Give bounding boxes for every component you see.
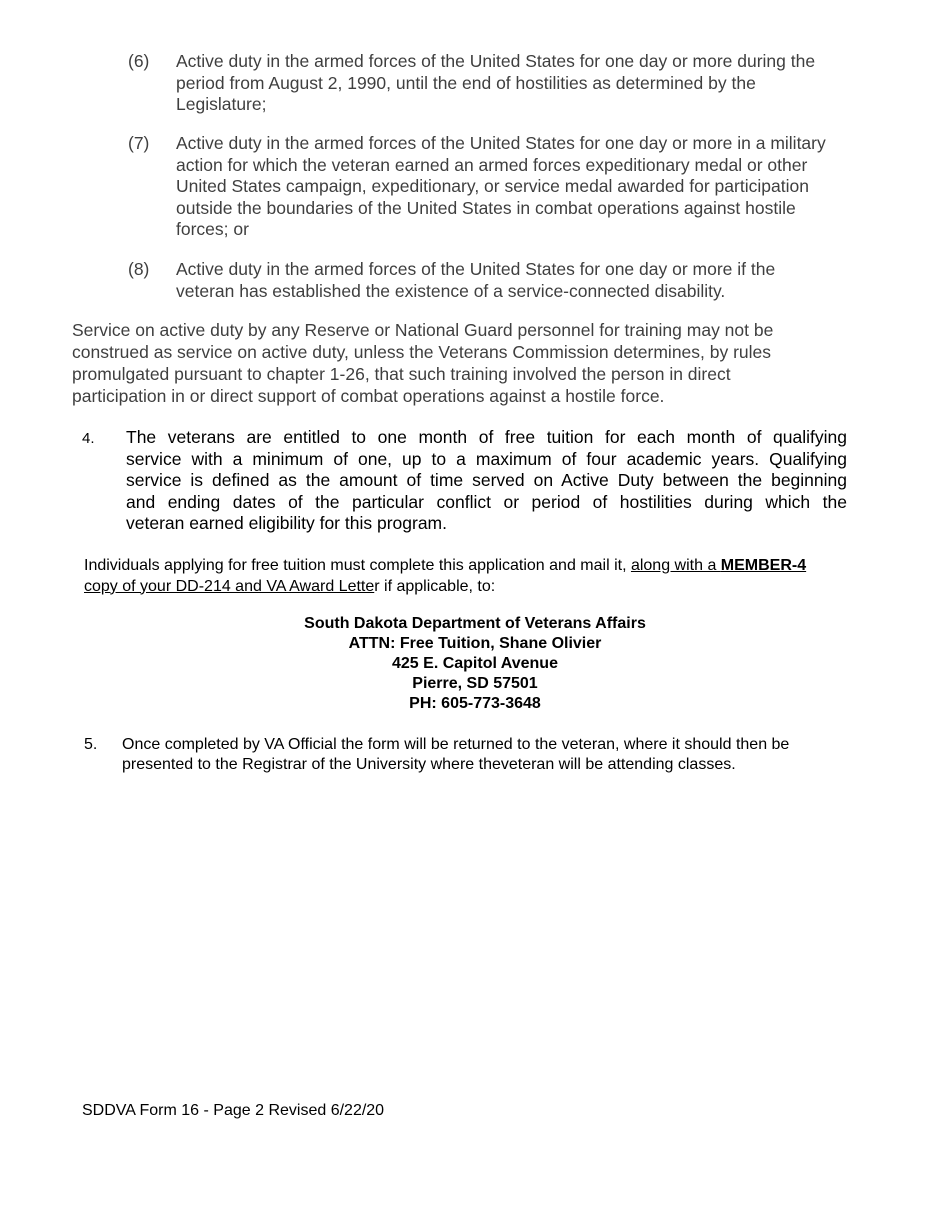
eligibility-item-8 bbox=[128, 259, 888, 303]
address-attention: ATTN: Free Tuition, Shane Olivier bbox=[348, 635, 602, 652]
text-line: presented to the Registrar of the University where theveteran will be attending classes. bbox=[122, 755, 736, 773]
text-line bbox=[84, 577, 864, 598]
item-number: 4. bbox=[82, 430, 95, 447]
item-text bbox=[176, 133, 826, 241]
underlined-text: copy of your DD-214 and VA Award Lette bbox=[84, 577, 375, 595]
text-line: outside the boundaries of the United States in combat operations against hostile bbox=[176, 197, 796, 218]
text-line: forces; or bbox=[176, 219, 249, 239]
item-number: (8) bbox=[128, 259, 150, 279]
text-line: veteran has established the existence of a service-connected disability. bbox=[176, 280, 726, 301]
text-line bbox=[84, 556, 864, 577]
text-line: veteran earned eligibility for this program. bbox=[126, 513, 447, 533]
item-text bbox=[176, 51, 815, 116]
item-text bbox=[126, 427, 847, 535]
text-line: action for which the veteran earned an armed forces expeditionary medal or other bbox=[176, 154, 808, 175]
text-line: Service on active duty by any Reserve or National Guard personnel for training may not be bbox=[72, 320, 774, 340]
text-line: service is defined as the amount of time served on Active Duty between the beginning bbox=[126, 470, 847, 490]
eligibility-item-6 bbox=[128, 51, 888, 117]
instruction-text: r if applicable, to: bbox=[374, 577, 496, 595]
item-text bbox=[122, 735, 862, 774]
address-phone: PH: 605-773-3648 bbox=[409, 695, 541, 712]
text-line: participation in or direct support of combat operations against a hostile force. bbox=[72, 386, 665, 406]
member-4-emphasis: MEMBER-4 bbox=[720, 557, 807, 574]
item-number: (7) bbox=[128, 133, 150, 153]
text-line: period from August 2, 1990, until the end of hostilities as determined by the bbox=[176, 72, 756, 93]
item-number: (6) bbox=[128, 51, 150, 71]
instruction-text: Individuals applying for free tuition must complete this application and mail it, bbox=[84, 557, 631, 574]
mailing-address bbox=[250, 614, 700, 714]
text-line: service with a minimum of one, up to a maximum of four academic years. Qualifying bbox=[126, 448, 847, 469]
text-line: construed as service on active duty, unless the Veterans Commission determines, by rules bbox=[72, 342, 772, 362]
address-organization: South Dakota Department of Veterans Affairs bbox=[304, 615, 646, 632]
reserve-training-paragraph bbox=[72, 319, 862, 407]
address-city-state-zip: Pierre, SD 57501 bbox=[412, 675, 538, 692]
text-line: Active duty in the armed forces of the United States for one day or more during the bbox=[176, 51, 816, 71]
text-line: promulgated pursuant to chapter 1-26, that such training involved the person in direct bbox=[72, 364, 731, 384]
item-text bbox=[176, 259, 775, 302]
text-line: Active duty in the armed forces of the United States for one day or more in a military bbox=[176, 133, 826, 153]
text-line: Once completed by VA Official the form will be returned to the veteran, where it should then be bbox=[122, 736, 790, 753]
form-footer: SDDVA Form 16 - Page 2 Revised 6/22/20 bbox=[82, 1102, 385, 1119]
text-line: Legislature; bbox=[176, 94, 267, 114]
item-number: 5. bbox=[84, 736, 98, 753]
underlined-text: along with a bbox=[630, 557, 721, 574]
text-line: The veterans are entitled to one month of free tuition for each month of qualifying bbox=[126, 427, 847, 447]
eligibility-item-7 bbox=[128, 133, 888, 243]
text-line: Active duty in the armed forces of the United States for one day or more if the bbox=[176, 259, 776, 279]
text-line: and ending dates of the particular conflict or period of hostilities during which the bbox=[126, 491, 847, 512]
address-street: 425 E. Capitol Avenue bbox=[392, 655, 558, 672]
text-line: United States campaign, expeditionary, or service medal awarded for participation bbox=[176, 176, 809, 196]
application-instructions bbox=[84, 556, 864, 597]
